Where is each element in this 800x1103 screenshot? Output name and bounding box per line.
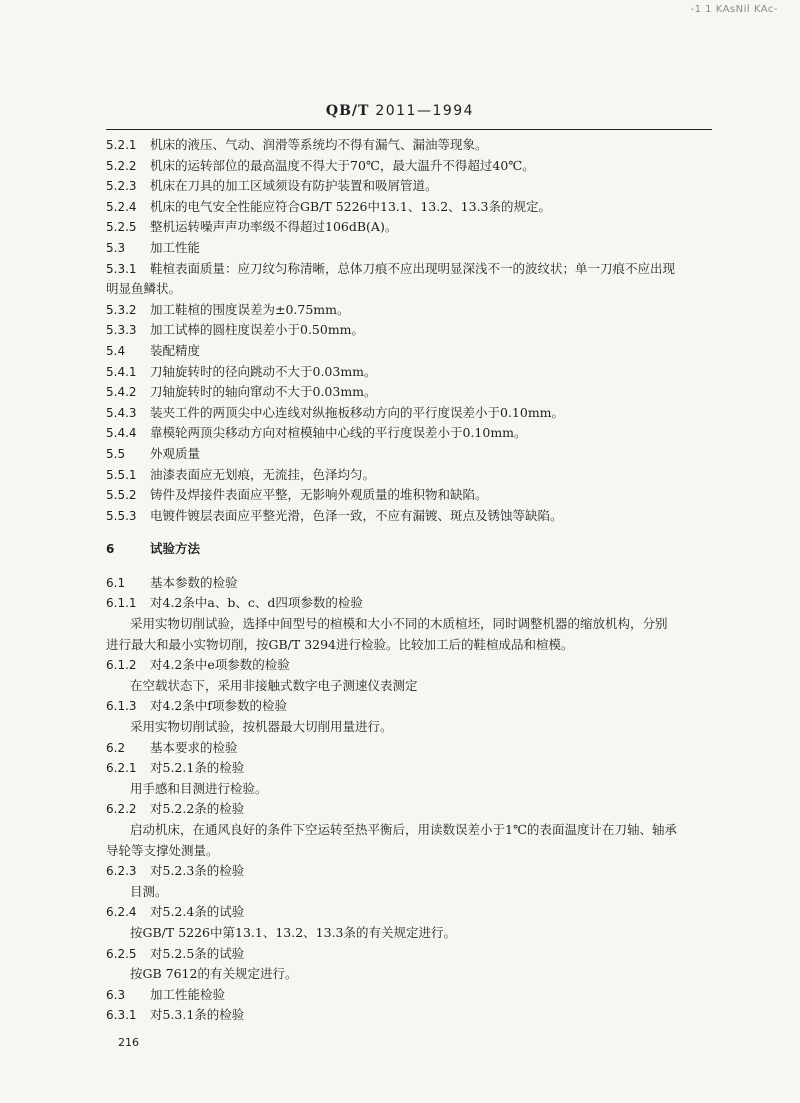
- section-gap: [106, 526, 718, 539]
- clause-number: 6.1.2: [106, 658, 137, 673]
- clause-text: 采用实物切削试验，选择中间型号的楦模和大小不同的木质楦坯，同时调整机器的缩放机构，分别: [130, 616, 668, 632]
- clause-line: [106, 423, 718, 444]
- clause-line: [106, 655, 718, 676]
- clause-text: 靠模轮两顶尖移动方向对楦模轴中心线的平行度误差小于0.10mm。: [150, 425, 527, 441]
- clause-continuation: [106, 964, 718, 985]
- standard-number: 2011—1994: [375, 103, 475, 119]
- clause-text: 对4.2条中e项参数的检验: [150, 657, 290, 673]
- clause-text: 加工性能: [150, 239, 201, 255]
- clause-number: 6.3.1: [106, 1008, 137, 1023]
- clause-text: 机床的电气安全性能应符合GB/T 5226中13.1、13.2、13.3条的规定。: [150, 198, 552, 214]
- clause-text: 按GB 7612的有关规定进行。: [130, 966, 298, 982]
- clause-line: [106, 506, 718, 527]
- clause-line: [106, 861, 718, 882]
- clause-line: [106, 259, 718, 280]
- clause-line: [106, 696, 718, 717]
- clause-continuation: [106, 676, 718, 697]
- clause-number: 5.4: [106, 343, 126, 358]
- clause-line: [106, 176, 718, 197]
- clause-text: 基本要求的检验: [150, 739, 238, 755]
- clause-number: 5.3: [106, 240, 126, 255]
- clause-text: 油漆表面应无划痕，无流挂，色泽均匀。: [150, 466, 376, 482]
- clause-text: 试验方法: [150, 541, 201, 557]
- clause-number: 6.2.1: [106, 761, 137, 776]
- clause-text: 加工试棒的圆柱度误差小于0.50mm。: [150, 322, 365, 338]
- clause-continuation: [106, 779, 718, 800]
- clause-number: 5.4.1: [106, 364, 137, 379]
- clause-text: 在空载状态下，采用非接触式数字电子测速仪表测定: [130, 677, 418, 693]
- clause-number: 5.3.2: [106, 302, 137, 317]
- clause-number: 5.5.3: [106, 508, 137, 523]
- clause-continuation: [106, 882, 718, 903]
- clause-number: 5.2.5: [106, 220, 137, 235]
- clause-text: 基本参数的检验: [150, 574, 238, 590]
- clause-number: 6.1: [106, 575, 126, 590]
- clause-text: 用手感和目测进行检验。: [130, 780, 268, 796]
- clause-line: [106, 902, 718, 923]
- clause-number: 5.4.4: [106, 426, 137, 441]
- clause-number: 6.2: [106, 740, 126, 755]
- clause-text: 铸件及焊接件表面应平整，无影响外观质量的堆积物和缺陷。: [150, 487, 488, 503]
- clause-line: [106, 156, 718, 177]
- clause-text: 装夹工件的两顶尖中心连线对纵拖板移动方向的平行度误差小于0.10mm。: [150, 404, 565, 420]
- clause-text: 目测。: [130, 883, 168, 899]
- clause-text: 机床的液压、气动、润滑等系统均不得有漏气、漏油等现象。: [150, 137, 488, 152]
- clause-text: 对4.2条中a、b、c、d四项参数的检验: [150, 595, 363, 611]
- section-gap: [106, 560, 718, 573]
- clause-continuation: [106, 717, 718, 738]
- clause-continuation: [106, 635, 718, 656]
- clause-text: 加工性能检验: [150, 986, 226, 1002]
- clause-number: 5.4.2: [106, 385, 137, 400]
- clause-line: [106, 362, 718, 383]
- clause-number: 6.2.4: [106, 905, 137, 920]
- clause-text: 对5.2.1条的检验: [150, 760, 245, 776]
- clause-text: 加工鞋楦的围度误差为±0.75mm。: [150, 301, 350, 317]
- clause-number: 5.2.3: [106, 179, 137, 194]
- clause-text: 启动机床，在通风良好的条件下空运转至热平衡后，用读数误差小于1℃的表面温度计在刀轴、轴承: [130, 822, 677, 837]
- clause-continuation: [106, 820, 718, 841]
- clause-line: [106, 985, 718, 1006]
- clause-number: 5.5.1: [106, 467, 137, 482]
- clause-text: 对5.2.3条的检验: [150, 863, 245, 879]
- clause-line: [106, 341, 718, 362]
- clause-text: 按GB/T 5226中第13.1、13.2、13.3条的有关规定进行。: [130, 924, 457, 940]
- clause-text: 对5.2.4条的试验: [150, 904, 245, 920]
- clause-text: 鞋楦表面质量：应刀纹匀称清晰，总体刀痕不应出现明显深浅不一的波纹状；单一刀痕不应出现: [150, 260, 676, 276]
- clause-line: [106, 300, 718, 321]
- clause-number: 5.2.1: [106, 138, 137, 152]
- clause-text: 刀轴旋转时的径向跳动不大于0.03mm。: [150, 363, 377, 379]
- clause-text: 电镀件镀层表面应平整光滑，色泽一致，不应有漏镀、斑点及锈蚀等缺陷。: [150, 507, 563, 523]
- clause-text: 对4.2条中f项参数的检验: [150, 698, 288, 714]
- clause-text: 外观质量: [150, 445, 201, 461]
- clause-number: 5.2.2: [106, 158, 137, 173]
- clause-number: 6.2.5: [106, 946, 137, 961]
- clause-text: 对5.2.5条的试验: [150, 945, 245, 961]
- clause-line: [106, 573, 718, 594]
- clause-line: [106, 382, 718, 403]
- clause-line: [106, 444, 718, 465]
- clause-number: 5.5.2: [106, 488, 137, 503]
- clause-continuation: [106, 841, 718, 862]
- clause-text: 明显鱼鳞状。: [106, 281, 182, 297]
- document-body: [106, 135, 718, 1026]
- clause-line: [106, 539, 718, 560]
- clause-line: [106, 217, 718, 238]
- clause-continuation: [106, 279, 718, 300]
- clause-line: [106, 944, 718, 965]
- clause-line: [106, 593, 718, 614]
- clause-text: 对5.3.1条的检验: [150, 1007, 245, 1023]
- page-number: 216: [118, 1036, 139, 1049]
- clause-text: 刀轴旋转时的轴向窜动不大于0.03mm。: [150, 384, 377, 400]
- page-header: [0, 103, 800, 119]
- clause-number: 6.2.2: [106, 802, 137, 817]
- clause-text: 采用实物切削试验，按机器最大切削用量进行。: [130, 719, 393, 735]
- clause-line: [106, 238, 718, 259]
- clause-number: 6: [106, 542, 115, 557]
- clause-number: 5.3.1: [106, 261, 137, 276]
- clause-number: 6.2.3: [106, 864, 137, 879]
- standard-prefix: QB/T: [325, 103, 376, 119]
- clause-text: 导轮等支撑处测量。: [106, 842, 219, 858]
- clause-line: [106, 403, 718, 424]
- clause-continuation: [106, 923, 718, 944]
- clause-number: 5.4.3: [106, 405, 137, 420]
- clause-line: [106, 135, 718, 156]
- clause-line: [106, 738, 718, 759]
- clause-number: 6.3: [106, 987, 126, 1002]
- clause-text: 机床的运转部位的最高温度不得大于70℃，最大温升不得超过40℃。: [150, 157, 535, 173]
- clause-line: [106, 758, 718, 779]
- clause-text: 对5.2.2条的检验: [150, 801, 245, 817]
- clause-line: [106, 799, 718, 820]
- clause-text: 机床在刀具的加工区域须设有防护装置和吸屑管道。: [150, 178, 438, 194]
- clause-text: 进行最大和最小实物切削，按GB/T 3294进行检验。比较加工后的鞋楦成品和楦模。: [106, 636, 574, 652]
- clause-line: [106, 320, 718, 341]
- clause-number: 5.2.4: [106, 199, 137, 214]
- clause-number: 6.1.3: [106, 699, 137, 714]
- corner-stamp: -1 1 KAsNil KAc-: [690, 4, 778, 15]
- clause-continuation: [106, 614, 718, 635]
- clause-number: 5.3.3: [106, 323, 137, 338]
- clause-line: [106, 485, 718, 506]
- header-rule: [106, 129, 712, 130]
- clause-number: 6.1.1: [106, 596, 137, 611]
- clause-line: [106, 1005, 718, 1026]
- clause-number: 5.5: [106, 446, 126, 461]
- clause-line: [106, 197, 718, 218]
- clause-line: [106, 465, 718, 486]
- clause-text: 装配精度: [150, 342, 201, 358]
- clause-text: 整机运转噪声声功率级不得超过106dB(A)。: [150, 219, 398, 235]
